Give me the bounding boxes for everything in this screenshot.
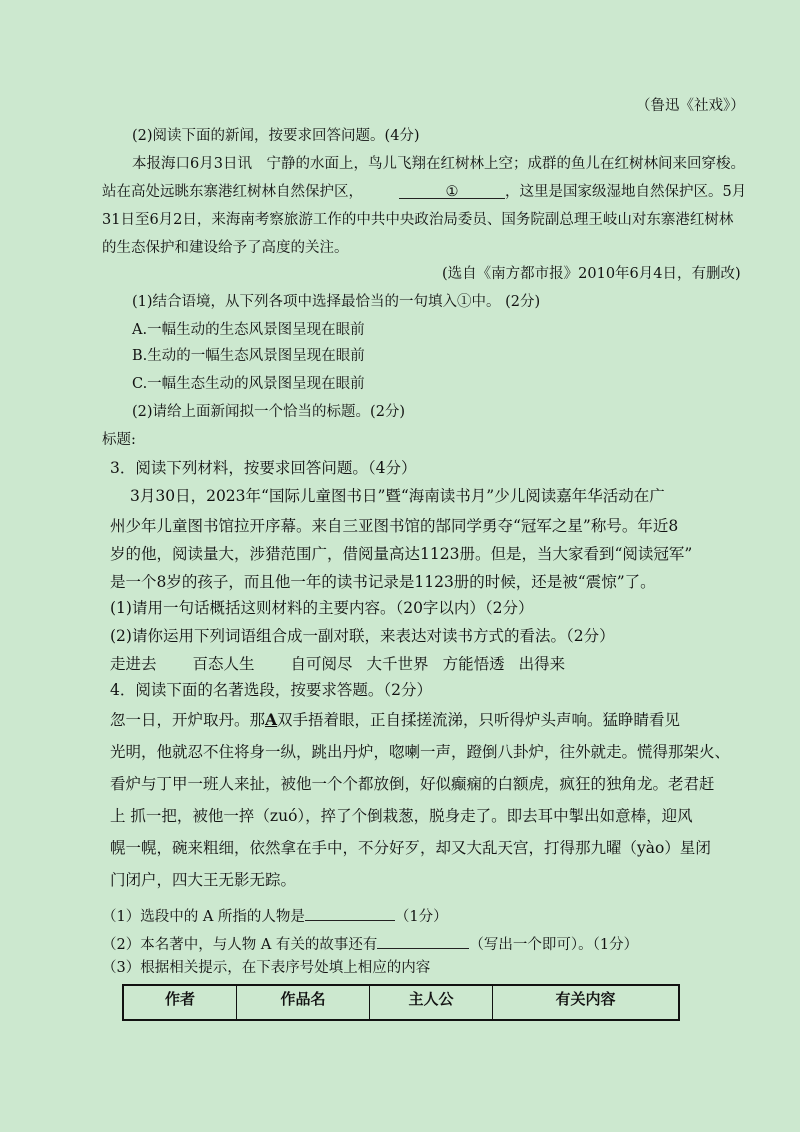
word-item: 大千世界 (366, 655, 429, 673)
q4-sub-question-2-text: （2）本名著中，与人物 A 有关的故事还有 (102, 937, 378, 953)
q4-passage-line-5: 幌一幌，碗来粗细，依然拿在手中，不分好歹，却又大乱天宫，打得那九曜（yào）星闭 (110, 839, 711, 857)
word-item: 出得来 (518, 655, 566, 673)
q4-passage-line-1 (110, 710, 680, 730)
q2-news-line-1: 本报海口6月3日讯 宁静的水面上，鸟儿飞翔在红树林上空；成群的鱼儿在红树林间来回穿梭。 (132, 156, 745, 172)
answer-blank-a-person[interactable] (305, 904, 395, 921)
word-item: 走进去 (110, 655, 157, 673)
q3-sub-question-2: (2)请你运用下列词语组合成一副对联，来表达对读书方式的看法。（2分） (110, 627, 615, 645)
q4-sub-question-1 (102, 904, 448, 927)
table-header-author: 作者 (123, 985, 237, 1020)
blank-1[interactable] (399, 182, 505, 199)
word-item: 百态人生 (192, 655, 255, 673)
q2-news-source: (选自《南方都市报》2010年6月4日，有删改) (442, 266, 741, 282)
q4-sub-question-1-score: （1分） (394, 909, 448, 925)
q4-sub-question-2-note: （写出一个即可）。（1分） (469, 937, 639, 953)
q2-news-line-2-part-b: ，这里是国家级湿地自然保护区。5月 (505, 184, 747, 200)
q4-passage-line-4: 上 抓一把，被他一捽（zuó），捽了个倒栽葱，脱身走了。即去耳中掣出如意棒，迎风 (110, 807, 693, 825)
q4-passage-line-1-part-a: 忽一日，开炉取丹。那 (110, 711, 266, 729)
answer-table (122, 984, 680, 1021)
table-header-protagonist: 主人公 (370, 985, 493, 1020)
q3-paragraph-line-1: 3月30日，2023年“国际儿童图书日”暨“海南读书月”少儿阅读嘉年华活动在广 (130, 487, 665, 505)
option-b: B.生动的一幅生态风景图呈现在眼前 (132, 348, 365, 364)
marker-a: A (265, 710, 278, 729)
table-header-content: 有关内容 (493, 985, 680, 1020)
q2-news-line-3: 31日至6月2日，来海南考察旅游工作的中共中央政治局委员、国务院副总理王岐山对东寨港红树林 (102, 212, 734, 228)
q3-word-list (110, 654, 565, 674)
title-label: 标题: (102, 432, 136, 448)
q3-paragraph-line-2: 州少年儿童图书馆拉开序幕。来自三亚图书馆的郜同学勇夺“冠军之星”称号。年近8 (110, 517, 679, 535)
q2-heading: (2)阅读下面的新闻，按要求回答问题。(4分) (132, 128, 420, 144)
q4-passage-line-3: 看炉与丁甲一班人来扯，被他一个个都放倒，好似癫痫的白额虎，疯狂的独角龙。老君赶 (110, 775, 715, 793)
q3-heading: 3．阅读下列材料，按要求回答问题。（4分） (110, 459, 417, 477)
table-header-row (123, 985, 679, 1020)
q4-heading: 4．阅读下面的名著选段，按要求答题。（2分） (110, 681, 432, 699)
answer-blank-story[interactable] (377, 932, 469, 949)
q4-sub-question-1-text: （1）选段中的 A 所指的人物是 (102, 909, 305, 925)
q3-paragraph-line-3: 岁的他，阅读量大，涉猎范围广，借阅量高达1123册。但是，当大家看到“阅读冠军” (110, 545, 693, 563)
q2-news-line-2 (102, 182, 746, 202)
q2-sub-question-1: (1)结合语境，从下列各项中选择最恰当的一句填入①中。 (2分) (132, 294, 541, 310)
q2-news-line-4: 的生态保护和建设给予了高度的关注。 (102, 240, 349, 256)
q4-passage-line-6: 门闭户，四大王无影无踪。 (110, 871, 297, 889)
q3-sub-question-1: (1)请用一句话概括这则材料的主要内容。（20字以内）（2分） (110, 599, 534, 617)
q2-sub-question-2: (2)请给上面新闻拟一个恰当的标题。(2分) (132, 404, 406, 420)
word-item: 方能悟透 (442, 655, 505, 673)
option-c: C.一幅生态生动的风景图呈现在眼前 (132, 376, 365, 392)
word-item: 自可阅尽 (290, 655, 353, 673)
q3-paragraph-line-4: 是一个8岁的孩子，而且他一年的读书记录是1123册的时候，还是被“震惊”了。 (110, 573, 656, 591)
q4-passage-line-1-part-b: 双手捂着眼，正自揉搓流涕，只听得炉头声响。猛睁睛看见 (277, 711, 681, 729)
q4-sub-question-2 (102, 932, 638, 955)
table-header-work: 作品名 (237, 985, 370, 1020)
q4-sub-question-3: （3）根据相关提示，在下表序号处填上相应的内容 (102, 960, 431, 976)
luxun-source: （鲁迅《社戏》） (636, 98, 745, 114)
q4-passage-line-2: 光明，他就忍不住将身一纵，跳出丹炉，唿喇一声，蹬倒八卦炉，往外就走。慌得那架火、 (110, 743, 731, 761)
option-a: A.一幅生动的生态风景图呈现在眼前 (132, 322, 365, 338)
q2-news-line-2-part-a: 站在高处远眺东寨港红树林自然保护区， (102, 184, 363, 200)
blank-1-marker: ① (445, 184, 459, 200)
